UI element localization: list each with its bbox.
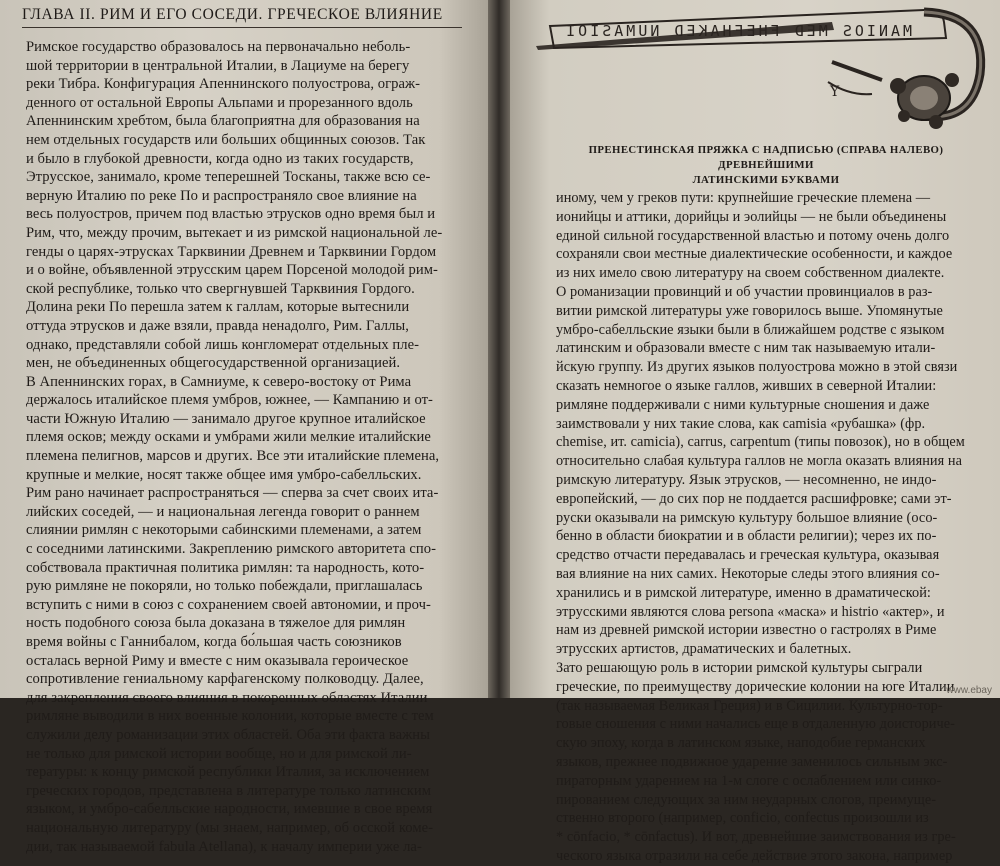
text-line: ственно второго (например, conficio, confectus произошли из (556, 810, 929, 827)
text-line: денного от остальной Европы Альпами и прорезанного вдоль (26, 94, 413, 111)
text-line: Апеннинским хребтом, была благоприятна для образования на (26, 113, 420, 130)
text-line: Рим рано начинает распространяться — сперва за счет своих ита- (26, 485, 439, 502)
text-line: Этрусское, занимало, кроме теперешней Тосканы, также всю се- (26, 169, 431, 186)
text-line: языков, прежнее подвижное ударение заменилось сильным экс- (556, 753, 948, 770)
text-line: этрусскими являются слова persona «маска» и histrio «актер», и (556, 603, 945, 620)
text-line: относительно слабая культура галлов не могла оказать влияния на (556, 453, 962, 470)
text-line: иному, чем у греков пути: крупнейшие греческие племена — (556, 190, 931, 206)
text-line: руски оказывали на римскую культуру большое влияние (осо- (556, 509, 938, 526)
text-line: йскую группу. Из других языков полуострова можно в этой связи (556, 359, 958, 376)
text-line: европейский, — до сих пор не поддается расшифровке; сами эт- (556, 490, 952, 507)
text-line: говые сношения с ними начались еще в отдаленную доисториче- (556, 716, 955, 733)
text-line: хранились и в римской литературе, именно в драматической: (556, 584, 931, 601)
left-page-text (26, 38, 471, 856)
text-line: В Апеннинских горах, в Самниуме, к северо-востоку от Рима (26, 373, 412, 390)
text-line: заимствовали у них такие слова, как camisia «рубашка» (фр. (556, 415, 926, 432)
text-line: Зато решающую роль в истории римской культуры сыграли (556, 659, 923, 676)
text-line: сказать немногое о языке галлов, живших в северной Италии: (556, 377, 937, 394)
text-line: греческие, по преимуществу дорические колонии на юге Италии (556, 678, 955, 695)
text-line: нам из древней римской истории известно о гастролях в Риме (556, 622, 937, 639)
figure-caption (546, 143, 986, 188)
text-line: римскую литературу. Язык этрусков, — несомненно, не индо- (556, 471, 937, 488)
text-line: О романизации провинций и об участии провинциалов в раз- (556, 283, 933, 300)
text-line: ской республике, только что свергнувшей Тарквиния Гордого. (26, 280, 415, 297)
text-line: средство отчасти передавалась и греческая культура, оказывая (556, 547, 940, 564)
text-line: бенно в области биократии и в области религии); через их по- (556, 528, 937, 545)
text-line: и было в глубокой древности, когда одно из таких государств, (26, 150, 414, 167)
text-line: держалось италийское племя умбров, южнее, — Кампанию и от- (26, 392, 433, 409)
text-line: дии, так называемой fabula Atellana), к началу империи уже ла- (26, 838, 422, 855)
text-line: сопротивление гениальному карфагенскому полководцу. Далее, (26, 671, 424, 688)
running-head: ГЛАВА II. РИМ И ЕГО СОСЕДИ. ГРЕЧЕСКОЕ ВЛИЯНИЕ (22, 6, 462, 28)
text-line: оттуда этрусков и даже взяли, правда ненадолго, Рим. Галлы, (26, 317, 409, 334)
text-line: из них имело свою литературу на своем собственном диалекте. (556, 265, 945, 282)
text-line: однако, представляли собой лишь конгломерат отдельных пле- (26, 336, 420, 353)
text-line: слиянии римлян с некоторыми сабинскими племенами, а затем (26, 522, 422, 539)
text-line: пираторным ударением на 1-м слоге с ослаблением или синко- (556, 772, 942, 789)
text-line: мен, не объединенных общегосударственной организацией. (26, 355, 401, 372)
text-line: генды о царях-этрусках Тарквинии Древнем и Тарквинии Гордом (26, 243, 437, 260)
right-page-text (556, 189, 992, 866)
text-line: ность подобного союза была доказана в тяжелое для римлян (26, 615, 406, 632)
text-line: римляне поддерживали с ними культурные сношения и даже (556, 396, 930, 413)
text-line: ческого языка отразили на себе действие этого закона, например (556, 847, 953, 864)
text-line: верную Италию по реке По и распространяло свое влияние на (26, 187, 417, 204)
text-line: Римское государство образовалось на первоначально неболь- (26, 39, 411, 55)
text-line: ионийцы и аттики, дорийцы и эолийцы — не были объединены (556, 208, 947, 225)
text-line: лийских соседей, — и национальная легенда говорит о раннем (26, 503, 420, 520)
text-line: этрусских артистов, драматических и балетных. (556, 641, 852, 658)
svg-text:Y: Y (830, 84, 840, 100)
inscription-text: MANIOS MED FHEFHAKED NUMASIOI (563, 22, 912, 40)
text-line: латинским и образовали вместе с ним так называемую итали- (556, 340, 936, 357)
text-line: крупные и мелкие, носят также общее имя умбро-сабелльских. (26, 466, 422, 483)
text-line: не только для римской истории вообще, но и для римской ли- (26, 745, 412, 762)
text-line: (так называемая Великая Греция) и в Сицилии. Культурно-тор- (556, 697, 943, 714)
text-line: нем отдельных государств или больших общинных союзов. Так (26, 131, 426, 148)
text-line: племена пелигнов, марсов и других. Все эти италийские племена, (26, 448, 440, 465)
text-line: рую римляне не покоряли, но только побеждали, приглашалась (26, 578, 423, 595)
text-line: вая влияние на них самих. Некоторые следы этого влияния со- (556, 565, 940, 582)
text-line: осталась верной Риму и вместе с ним оказывала героическое (26, 652, 409, 669)
text-line: пированием следующих за ним неударных слогов, преимуще- (556, 791, 937, 808)
text-line: для закрепления своего влияния в покоренных областях Италии (26, 689, 428, 706)
book-gutter (488, 0, 510, 698)
text-line: Долина реки По перешла затем к галлам, которые вытеснили (26, 299, 410, 316)
watermark: www.ebay (946, 685, 992, 696)
text-line: * cōnfacio, * cōnfactus). И вот, древнейшие заимствования из гре- (556, 829, 956, 846)
text-line: тературы: к концу римской республики Италия, за исключением (26, 764, 430, 781)
text-line: chemise, ит. camicia), carrus, carpentum (типы повозок), но в общем (556, 434, 965, 451)
text-line: вступить с ними в союз с сохранением своей автономии, и проч- (26, 596, 431, 613)
text-line: племя осков; между осками и умбрами жили мелкие италийские (26, 429, 431, 446)
caption-line: ПРЕНЕСТИНСКАЯ ПРЯЖКА С НАДПИСЬЮ (СПРАВА НАЛЕВО) ДРЕВНЕЙШИМИ (588, 144, 944, 171)
text-line: с соседними латинскими. Закреплению римского авторитета спо- (26, 541, 437, 558)
text-line: умбро-сабелльские языки были в ближайшем родстве с языком (556, 321, 945, 338)
text-line: единой сильной государственной властью и потому очень долго (556, 227, 950, 244)
praeneste-fibula-illustration (532, 4, 987, 144)
text-line: время войны с Ганнибалом, когда бо́льшая часть союзников (26, 634, 402, 650)
text-line: Рим, что, между прочим, вытекает и из римской национальной ле- (26, 224, 443, 241)
text-line: языком, и умбро-сабелльские народности, имевшие в свое время (26, 801, 433, 818)
text-line: реки Тибра. Конфигурация Апеннинского полуострова, ограж- (26, 76, 421, 93)
text-line: собствовала практичная политика римлян: та народность, кото- (26, 559, 425, 576)
left-page (0, 0, 488, 855)
text-line: весь полуостров, причем под властью этрусков одно время был и (26, 206, 436, 223)
text-line: витии римской литературы уже говорилось выше. Упомянутые (556, 302, 943, 319)
caption-line: ЛАТИНСКИМИ БУКВАМИ (692, 174, 840, 186)
text-line: римляне выводили в них военные колонии, которые вместе с тем (26, 708, 434, 725)
text-line: служили делу романизации этих областей. Оба эти факта важны (26, 726, 430, 743)
text-line: сохраняли свои местные диалектические особенности, и каждое (556, 246, 953, 263)
right-page (510, 0, 1000, 864)
text-line: греческих городов, представлена в литературе только латинским (26, 782, 431, 799)
text-line: и о войне, объявленной этрусским царем Порсеной молодой рим- (26, 262, 438, 279)
text-line: национальную литературу (мы знаем, например, об осской коме- (26, 819, 434, 836)
text-line: шой территории в центральной Италии, в Лациуме на берегу (26, 57, 410, 74)
text-line: скую эпоху, когда в латинском языке, наподобие германских (556, 735, 926, 752)
text-line: части Южную Италию — занимало другое крупное италийское (26, 410, 426, 427)
